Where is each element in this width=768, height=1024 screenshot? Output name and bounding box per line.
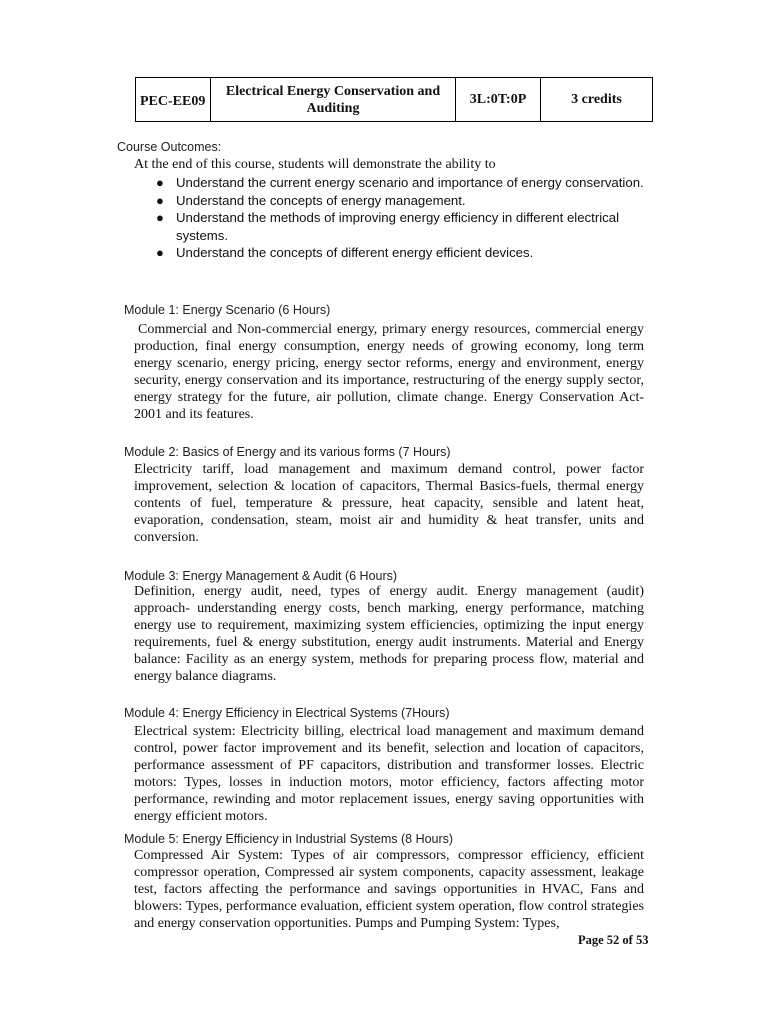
list-item — [134, 209, 654, 244]
course-credits: 3 credits — [541, 78, 653, 122]
course-code: PEC-EE09 — [136, 78, 211, 122]
outcomes-heading: Course Outcomes: — [117, 140, 222, 154]
page-number: Page 52 of 53 — [578, 933, 649, 947]
outcomes-intro: At the end of this course, students will demonstrate the ability to — [134, 157, 496, 172]
outcome-text: Understand the concepts of energy management. — [176, 192, 466, 208]
module-3-body: Definition, energy audit, need, types of energy audit. Energy management (audit) approach- understanding energy costs, bench marking, energy performance, matching energy use to requirement, maximizing system efficiencies, optimizing the input energy requirements, fuel & energy substitution, energy audit instruments. Material and Energy balance: Facility as an energy system, methods for preparing process flow, material and energy balance diagrams. — [134, 584, 644, 684]
course-header-table — [135, 77, 653, 122]
bullet-icon: ● — [156, 210, 164, 225]
module-1-body: Commercial and Non-commercial energy, primary energy resources, commercial energy production, final energy consumption, energy needs of growing economy, long term energy scenario, energy pricing, energy sector reforms, energy and environment, energy security, energy conservation and its importance, restructuring of the energy supply sector, energy strategy for the future, air pollution, climate change. Energy Conservation Act-2001 and its features. — [134, 322, 644, 422]
outcomes-list — [134, 174, 654, 262]
list-item — [134, 192, 654, 210]
course-ltp: 3L:0T:0P — [456, 78, 541, 122]
module-5-body: Compressed Air System: Types of air compressors, compressor efficiency, efficient compressor operation, Compressed air system components, capacity assessment, leakage test, factors affecting the performance and savings opportunities in HVAC, Fans and blowers: Types, performance evaluation, efficient system operation, flow control strategies and energy conservation opportunities. Pumps and Pumping System: Types, — [134, 848, 644, 931]
module-1-title: Module 1: Energy Scenario (6 Hours) — [124, 303, 331, 317]
bullet-icon: ● — [156, 175, 164, 190]
module-5-title: Module 5: Energy Efficiency in Industrial Systems (8 Hours) — [124, 832, 454, 846]
bullet-icon: ● — [156, 192, 164, 208]
bullet-icon: ● — [156, 245, 164, 260]
list-item — [134, 174, 654, 192]
outcome-text: Understand the methods of improving energy efficiency in different electrical systems. — [176, 210, 619, 243]
module-4-title: Module 4: Energy Efficiency in Electrical Systems (7Hours) — [124, 706, 450, 720]
module-3-title: Module 3: Energy Management & Audit (6 Hours) — [124, 569, 398, 583]
module-2-body: Electricity tariff, load management and maximum demand control, power factor improvement, selection & location of capacitors, Thermal Basics-fuels, thermal energy contents of fuel, temperature & pressure, heat capacity, sensible and latent heat, evaporation, condensation, steam, moist air and humidity & heat transfer, units and conversion. — [134, 462, 644, 545]
module-2-title: Module 2: Basics of Energy and its various forms (7 Hours) — [124, 445, 451, 459]
course-header-row — [136, 78, 653, 122]
module-4-body: Electrical system: Electricity billing, electrical load management and maximum demand control, power factor improvement and its benefit, selection and location of capacitors, performance assessment of PF capacitors, distribution and transformer losses. Electric motors: Types, losses in induction motors, motor efficiency, factors affecting motor performance, rewinding and motor replacement issues, energy saving opportunities with energy efficient motors. — [134, 724, 644, 824]
list-item — [134, 244, 654, 262]
course-title: Electrical Energy Conservation and Auditing — [211, 78, 456, 122]
outcome-text: Understand the current energy scenario and importance of energy conservation. — [176, 175, 644, 190]
outcome-text: Understand the concepts of different energy efficient devices. — [176, 245, 534, 260]
